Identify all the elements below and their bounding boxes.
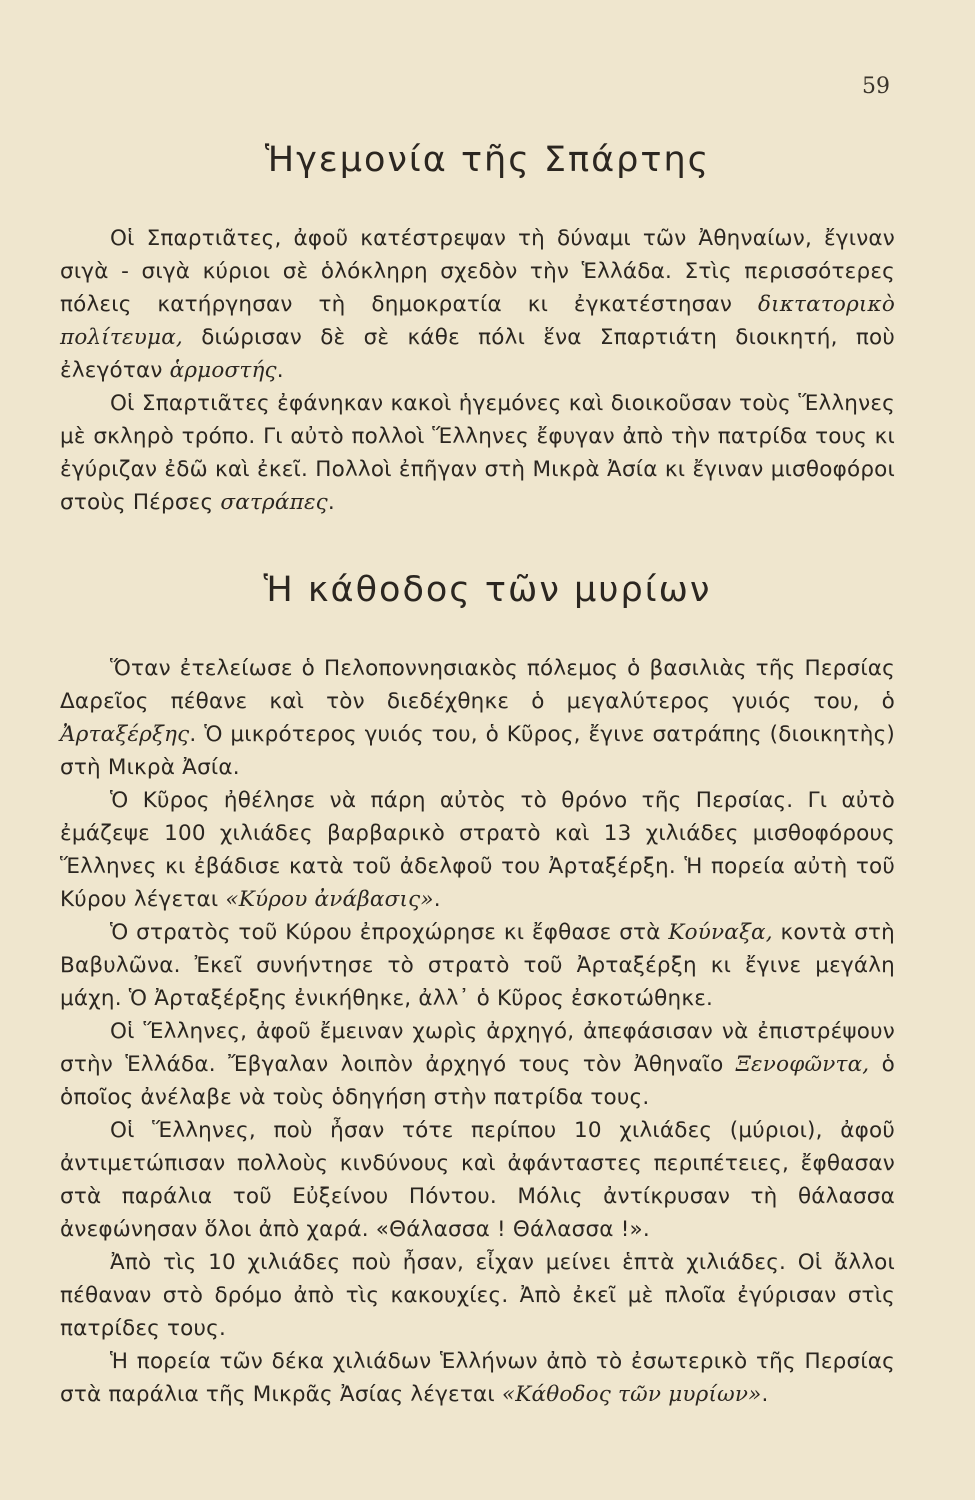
paragraph: Ὁ στρατὸς τοῦ Κύρου ἐπροχώρησε κι ἔφθασε στὰ Κούναξα, κοντὰ στὴ Βαβυλῶνα. Ἐκεῖ συνήντησε τὸ στρατὸ τοῦ Ἀρταξέρξη κι ἔγινε μεγάλη μάχη. Ὁ Ἀρταξέρξης ἐνικήθηκε, ἀλλ᾽ ὁ Κῦρος ἐσκοτώθηκε.: [60, 920, 895, 1011]
italic-term: δικτατορικὸ πολίτευμα,: [60, 292, 895, 350]
italic-term: σατράπες: [220, 490, 328, 515]
paragraph: Οἱ Ἕλληνες, ἀφοῦ ἔμειναν χωρὶς ἀρχηγό, ἀπεφάσισαν νὰ ἐπιστρέψουν στὴν Ἑλλάδα. Ἔβγαλαν λοιπὸν ἀρχηγό τους τὸν Ἀθηναῖο Ξενοφῶντα, ὁ ὁποῖος ἀνέλαβε νὰ τοὺς ὁδηγήση στὴν πατρίδα τους.: [60, 1019, 895, 1110]
paragraph: Οἱ Σπαρτιᾶτες, ἀφοῦ κατέστρεψαν τὴ δύναμι τῶν Ἀθηναίων, ἔγιναν σιγὰ - σιγὰ κύριοι σὲ ὁλόκληρη σχεδὸν τὴν Ἑλλάδα. Στὶς περισσότερες πόλεις κατήργησαν τὴ δημοκρατία κι ἐγκατέστησαν δικτατορικὸ πολίτευμα, διώρισαν δὲ σὲ κάθε πόλι ἕνα Σπαρτιάτη διοικητή, ποὺ ἐλεγόταν ἁρμοστής.: [60, 226, 895, 383]
italic-term: Ἀρταξέρξης: [60, 722, 190, 747]
section-title-descent-of-ten-thousand: Ἡ κάθοδος τῶν μυρίων: [263, 570, 712, 610]
paragraph: Ἀπὸ τὶς 10 χιλιάδες ποὺ ἦσαν, εἶχαν μείνει ἑπτὰ χιλιάδες. Οἱ ἄλλοι πέθαναν στὸ δρόμο ἀπὸ τὶς κακουχίες. Ἀπὸ ἐκεῖ μὲ πλοῖα ἐγύρισαν στὶς πατρίδες τους.: [60, 1250, 895, 1341]
page-number: 59: [862, 74, 890, 99]
section-spartan-hegemony: [60, 222, 895, 519]
italic-term: ἁρμοστής: [169, 358, 277, 383]
paragraph: Ὁ Κῦρος ἠθέλησε νὰ πάρη αὐτὸς τὸ θρόνο τῆς Περσίας. Γι αὐτὸ ἐμάζεψε 100 χιλιάδες βαρβαρικὸ στρατὸ καὶ 13 χιλιάδες μισθοφόρους Ἕλληνες κι ἐβάδισε κατὰ τοῦ ἀδελφοῦ του Ἀρταξέρξη. Ἡ πορεία αὐτὴ τοῦ Κύρου λέγεται «Κύρου ἀνάβασις».: [60, 788, 895, 912]
italic-term: «Κάθοδος τῶν μυρίων»: [501, 1382, 762, 1407]
italic-term: «Κύρου ἀνάβασις»: [225, 887, 434, 912]
section-descent-of-ten-thousand: [60, 652, 895, 1411]
section-title-spartan-hegemony: Ἡγεμονία τῆς Σπάρτης: [264, 140, 711, 180]
paragraph: Οἱ Σπαρτιᾶτες ἐφάνηκαν κακοὶ ἡγεμόνες καὶ διοικοῦσαν τοὺς Ἕλληνες μὲ σκληρὸ τρόπο. Γι αὐτὸ πολλοὶ Ἕλληνες ἔφυγαν ἀπὸ τὴν πατρίδα τους κι ἐγύριζαν ἐδῶ καὶ ἐκεῖ. Πολλοὶ ἐπῆγαν στὴ Μικρὰ Ἀσία κι ἔγιναν μισθοφόροι στοὺς Πέρσες σατράπες.: [60, 391, 895, 515]
paragraph: Οἱ Ἕλληνες, ποὺ ἦσαν τότε περίπου 10 χιλιάδες (μύριοι), ἀφοῦ ἀντιμετώπισαν πολλοὺς κινδύνους καὶ ἀφάνταστες περιπέτειες, ἔφθασαν στὰ παράλια τοῦ Εὐξείνου Πόντου. Μόλις ἀντίκρυσαν τὴ θάλασσα ἀνεφώνησαν ὅλοι ἀπὸ χαρά. «Θάλασσα ! Θάλασσα !».: [60, 1118, 895, 1242]
italic-term: Ξενοφῶντα,: [735, 1052, 870, 1077]
italic-term: Κούναξα,: [668, 920, 773, 945]
paragraph: Ὅταν ἐτελείωσε ὁ Πελοποννησιακὸς πόλεμος ὁ βασιλιὰς τῆς Περσίας Δαρεῖος πέθανε καὶ τὸν διεδέχθηκε ὁ μεγαλύτερος γυιός του, ὁ Ἀρταξέρξης. Ὁ μικρότερος γυιός του, ὁ Κῦρος, ἔγινε σατράπης (διοικητὴς) στὴ Μικρὰ Ἀσία.: [60, 656, 895, 780]
paragraph: Ἡ πορεία τῶν δέκα χιλιάδων Ἑλλήνων ἀπὸ τὸ ἐσωτερικὸ τῆς Περσίας στὰ παράλια τῆς Μικρᾶς Ἀσίας λέγεται «Κάθοδος τῶν μυρίων».: [60, 1349, 895, 1407]
